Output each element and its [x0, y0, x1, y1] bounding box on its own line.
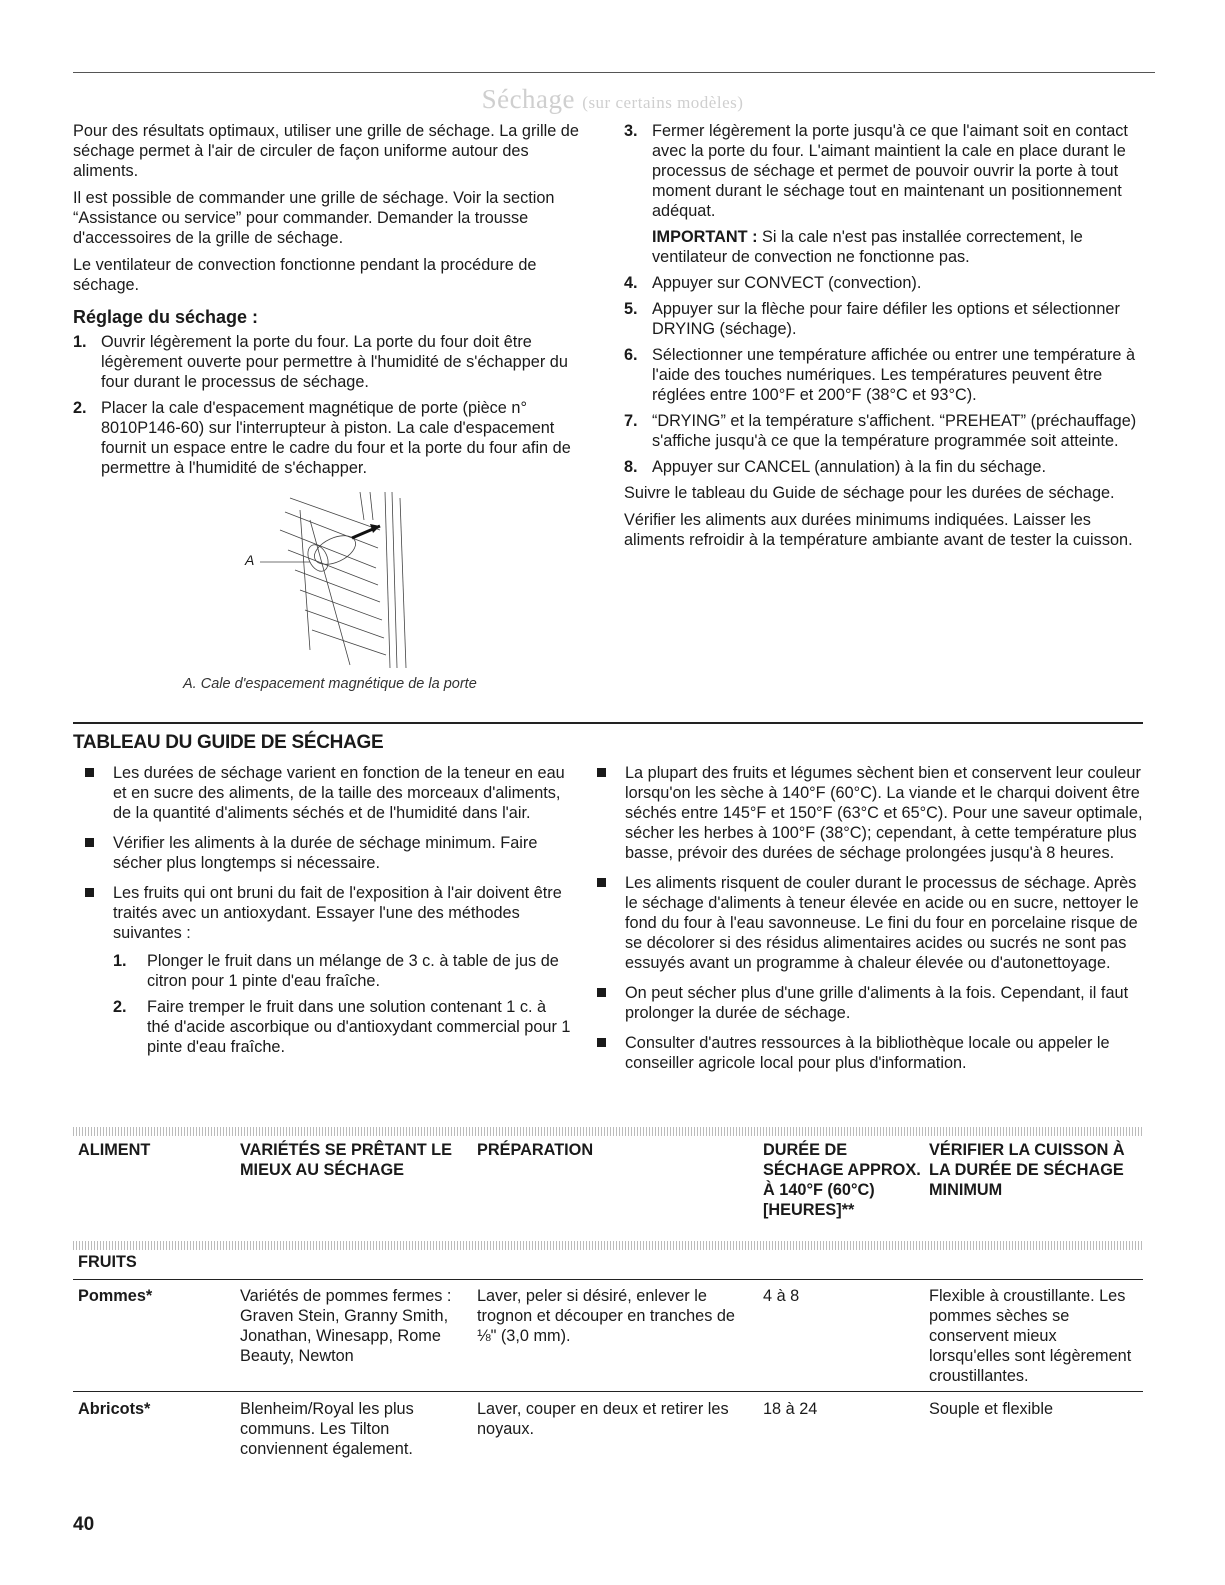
cell-preparation: Laver, peler si désiré, enlever le trognon et découper en tranches de ⅛" (3,0 mm).: [477, 1287, 735, 1345]
bullet-icon: [597, 1038, 606, 1047]
step-4: 4. Appuyer sur CONVECT (convection).: [624, 274, 922, 292]
sub-step-1: 1. Plonger le fruit dans un mélange de 3 c. à table de jus de citron pour 1 pinte d'eau fraîche.: [113, 952, 559, 990]
bullet-item: On peut sécher plus d'une grille d'aliments à la fois. Cependant, il faut prolonger la durée de séchage.: [585, 983, 1145, 1023]
cell-preparation: Laver, couper en deux et retirer les noyaux.: [477, 1400, 729, 1438]
step-3: 3. Fermer légèrement la porte jusqu'à ce que l'aimant soit en contact avec la porte du four. L'aimant maintient la cale en place durant le processus de séchage et permet de pouvoir ouvrir la porte à tout moment durant le séchage tout en maintenant un positionnement adéquat. IMPORTANT : Si la cale n'est pas installée correctement, le ventilateur de convection ne fonctionne pas.: [624, 121, 1144, 267]
step-1: 1. Ouvrir légèrement la porte du four. La porte du four doit être légèrement ouverte pour permettre à l'humidité de s'échapper du four durant le processus de séchage.: [73, 333, 568, 391]
table-section-band: [73, 1241, 1143, 1250]
bullet-icon: [597, 878, 606, 887]
left-column: [73, 121, 583, 484]
sub-step-2: 2. Faire tremper le fruit dans une solution contenant 1 c. à thé d'acide ascorbique ou d'antioxydant commercial pour 1 pinte d'eau fraîche.: [113, 998, 571, 1056]
col-header-food: ALIMENT: [78, 1141, 151, 1159]
oven-door-diagram: [240, 490, 430, 670]
section-label-fruits: FRUITS: [78, 1253, 137, 1271]
intro-paragraph-2: Il est possible de commander une grille de séchage. Voir la section “Assistance ou service” pour commander. Demander la trousse d'accessoires de la grille de séchage.: [73, 189, 555, 247]
col-header-preparation: PRÉPARATION: [477, 1141, 594, 1159]
bullet-item: La plupart des fruits et légumes sèchent bien et conservent leur couleur lorsqu'on les sèche à 140°F (60°C). La viande et le charqui doivent être séchés entre 145°F et 150°F (63°C et 65°C). Pour une saveur optimale, sécher les herbes à 100°F (38°C); cependant, à cette température plus basse, prévoir des durées de séchage prolongées jusqu'à 8 heures.: [585, 763, 1145, 863]
bullet-item: Vérifier les aliments à la durée de séchage minimum. Faire sécher plus longtemps si nécessaire.: [73, 833, 573, 873]
row-divider: [73, 1391, 1143, 1392]
step-6: 6. Sélectionner une température affichée ou entrer une température à l'aide des touches numériques. Les températures peuvent être réglées entre 100°F et 200°F (38°C et 93°C).: [624, 346, 1136, 404]
antioxidant-steps: [113, 951, 573, 1057]
col-header-check: VÉRIFIER LA CUISSON À LA DURÉE DE SÉCHAGE MINIMUM: [929, 1141, 1125, 1199]
bullet-item: Les durées de séchage varient en fonction de la teneur en eau et en sucre des aliments, de la taille des morceaux d'aliments, de la quantité d'aliments séchés et de l'humidité dans l'air.: [73, 763, 573, 823]
top-rule: [73, 72, 1155, 73]
intro-paragraph-1: Pour des résultats optimaux, utiliser une grille de séchage. La grille de séchage permet à l'air de circuler de façon uniforme autour des aliments.: [73, 122, 579, 180]
guide-left-column: [73, 763, 573, 1067]
cell-check: Flexible à croustillante. Les pommes sèches se conservent mieux lorsqu'elles sont légèrement croustillantes.: [929, 1287, 1132, 1385]
intro-paragraph-3: Le ventilateur de convection fonctionne pendant la procédure de séchage.: [73, 256, 537, 294]
section-rule: [73, 722, 1143, 724]
page-number: 40: [73, 1514, 95, 1535]
cell-varieties: Blenheim/Royal les plus communs. Les Tilton conviennent également.: [240, 1400, 414, 1458]
guide-bullets-right: [585, 763, 1145, 1073]
right-column: [624, 121, 1144, 557]
cell-drying-time: 18 à 24: [763, 1400, 818, 1418]
guide-heading: TABLEAU DU GUIDE DE SÉCHAGE: [73, 732, 384, 753]
step-5: 5. Appuyer sur la flèche pour faire défiler les options et sélectionner DRYING (séchage).: [624, 300, 1120, 338]
cell-varieties: Variétés de pommes fermes : Graven Stein, Granny Smith, Jonathan, Winesapp, Rome Beauty, Newton: [240, 1287, 452, 1365]
cell-drying-time: 4 à 8: [763, 1287, 800, 1305]
bullet-icon: [597, 988, 606, 997]
guide-heading-wrap: [73, 732, 383, 754]
bullet-item: Consulter d'autres ressources à la bibliothèque locale ou appeler le conseiller agricole local pour plus d'information.: [585, 1033, 1145, 1073]
page-title: Séchage (sur certains modèles): [481, 84, 744, 114]
step-7: 7. “DRYING” et la température s'affichent. “PREHEAT” (préchauffage) s'affiche jusqu'à ce que la température programmée soit atteinte.: [624, 412, 1137, 450]
bullet-icon: [597, 768, 606, 777]
door-spacer-illustration: [240, 490, 430, 670]
cell-food: Abricots*: [78, 1400, 151, 1418]
important-note: IMPORTANT : Si la cale n'est pas installée correctement, le ventilateur de convection ne fonctionne pas.: [652, 228, 1083, 266]
setup-steps-right: [624, 121, 1144, 477]
bullet-icon: [85, 888, 94, 897]
setup-heading: Réglage du séchage :: [73, 307, 259, 327]
figure-caption: A. Cale d'espacement magnétique de la porte: [183, 676, 477, 692]
row-divider: [73, 1279, 1143, 1280]
step-2: 2. Placer la cale d'espacement magnétique de porte (pièce n° 8010P146-60) sur l'interrupteur à piston. La cale d'espacement fournit un espace entre le cadre du four et la porte du four afin de permettre à l'humidité de s'échapper.: [73, 399, 571, 477]
col-header-varieties: VARIÉTÉS SE PRÊTANT LE MIEUX AU SÉCHAGE: [240, 1141, 452, 1179]
cell-food: Pommes*: [78, 1287, 153, 1305]
guide-bullets-left: [73, 763, 573, 1057]
bullet-icon: [85, 838, 94, 847]
cell-check: Souple et flexible: [929, 1400, 1054, 1418]
after-paragraph-2: Vérifier les aliments aux durées minimums indiquées. Laisser les aliments refroidir à la température ambiante avant de tester la cuisson.: [624, 511, 1133, 549]
figure-label: A: [245, 552, 255, 568]
table-top-band: [73, 1127, 1143, 1136]
step-8: 8. Appuyer sur CANCEL (annulation) à la fin du séchage.: [624, 458, 1046, 476]
bullet-item: Les fruits qui ont bruni du fait de l'exposition à l'air doivent être traités avec un antioxydant. Essayer l'une des méthodes suivantes : 1. Plonger le fruit dans un mélange de 3 c. à table de jus de citron pour 1 pinte d'eau fraîche. 2. Faire tremper le fruit dans une solution contenant 1 c. à thé d'acide ascorbique ou d'antioxydant commercial pour 1 pinte d'eau fraîche.: [73, 883, 573, 1057]
guide-right-column: [585, 763, 1145, 1083]
bullet-item: Les aliments risquent de couler durant le processus de séchage. Après le séchage d'aliments à teneur élevée en acide ou en sucre, nettoyer le fond du four à l'eau savonneuse. Le fini du four en porcelaine risque de se décolorer si des résidus alimentaires acides ou sucrés ne sont pas essuyés avant un programme à chaleur élevée ou d'autonettoyage.: [585, 873, 1145, 973]
after-paragraph-1: Suivre le tableau du Guide de séchage pour les durées de séchage.: [624, 484, 1115, 502]
bullet-icon: [85, 768, 94, 777]
setup-steps-left: [73, 332, 583, 478]
col-header-drying-time: DURÉE DE SÉCHAGE APPROX. À 140°F (60°C) [HEURES]**: [763, 1141, 921, 1219]
